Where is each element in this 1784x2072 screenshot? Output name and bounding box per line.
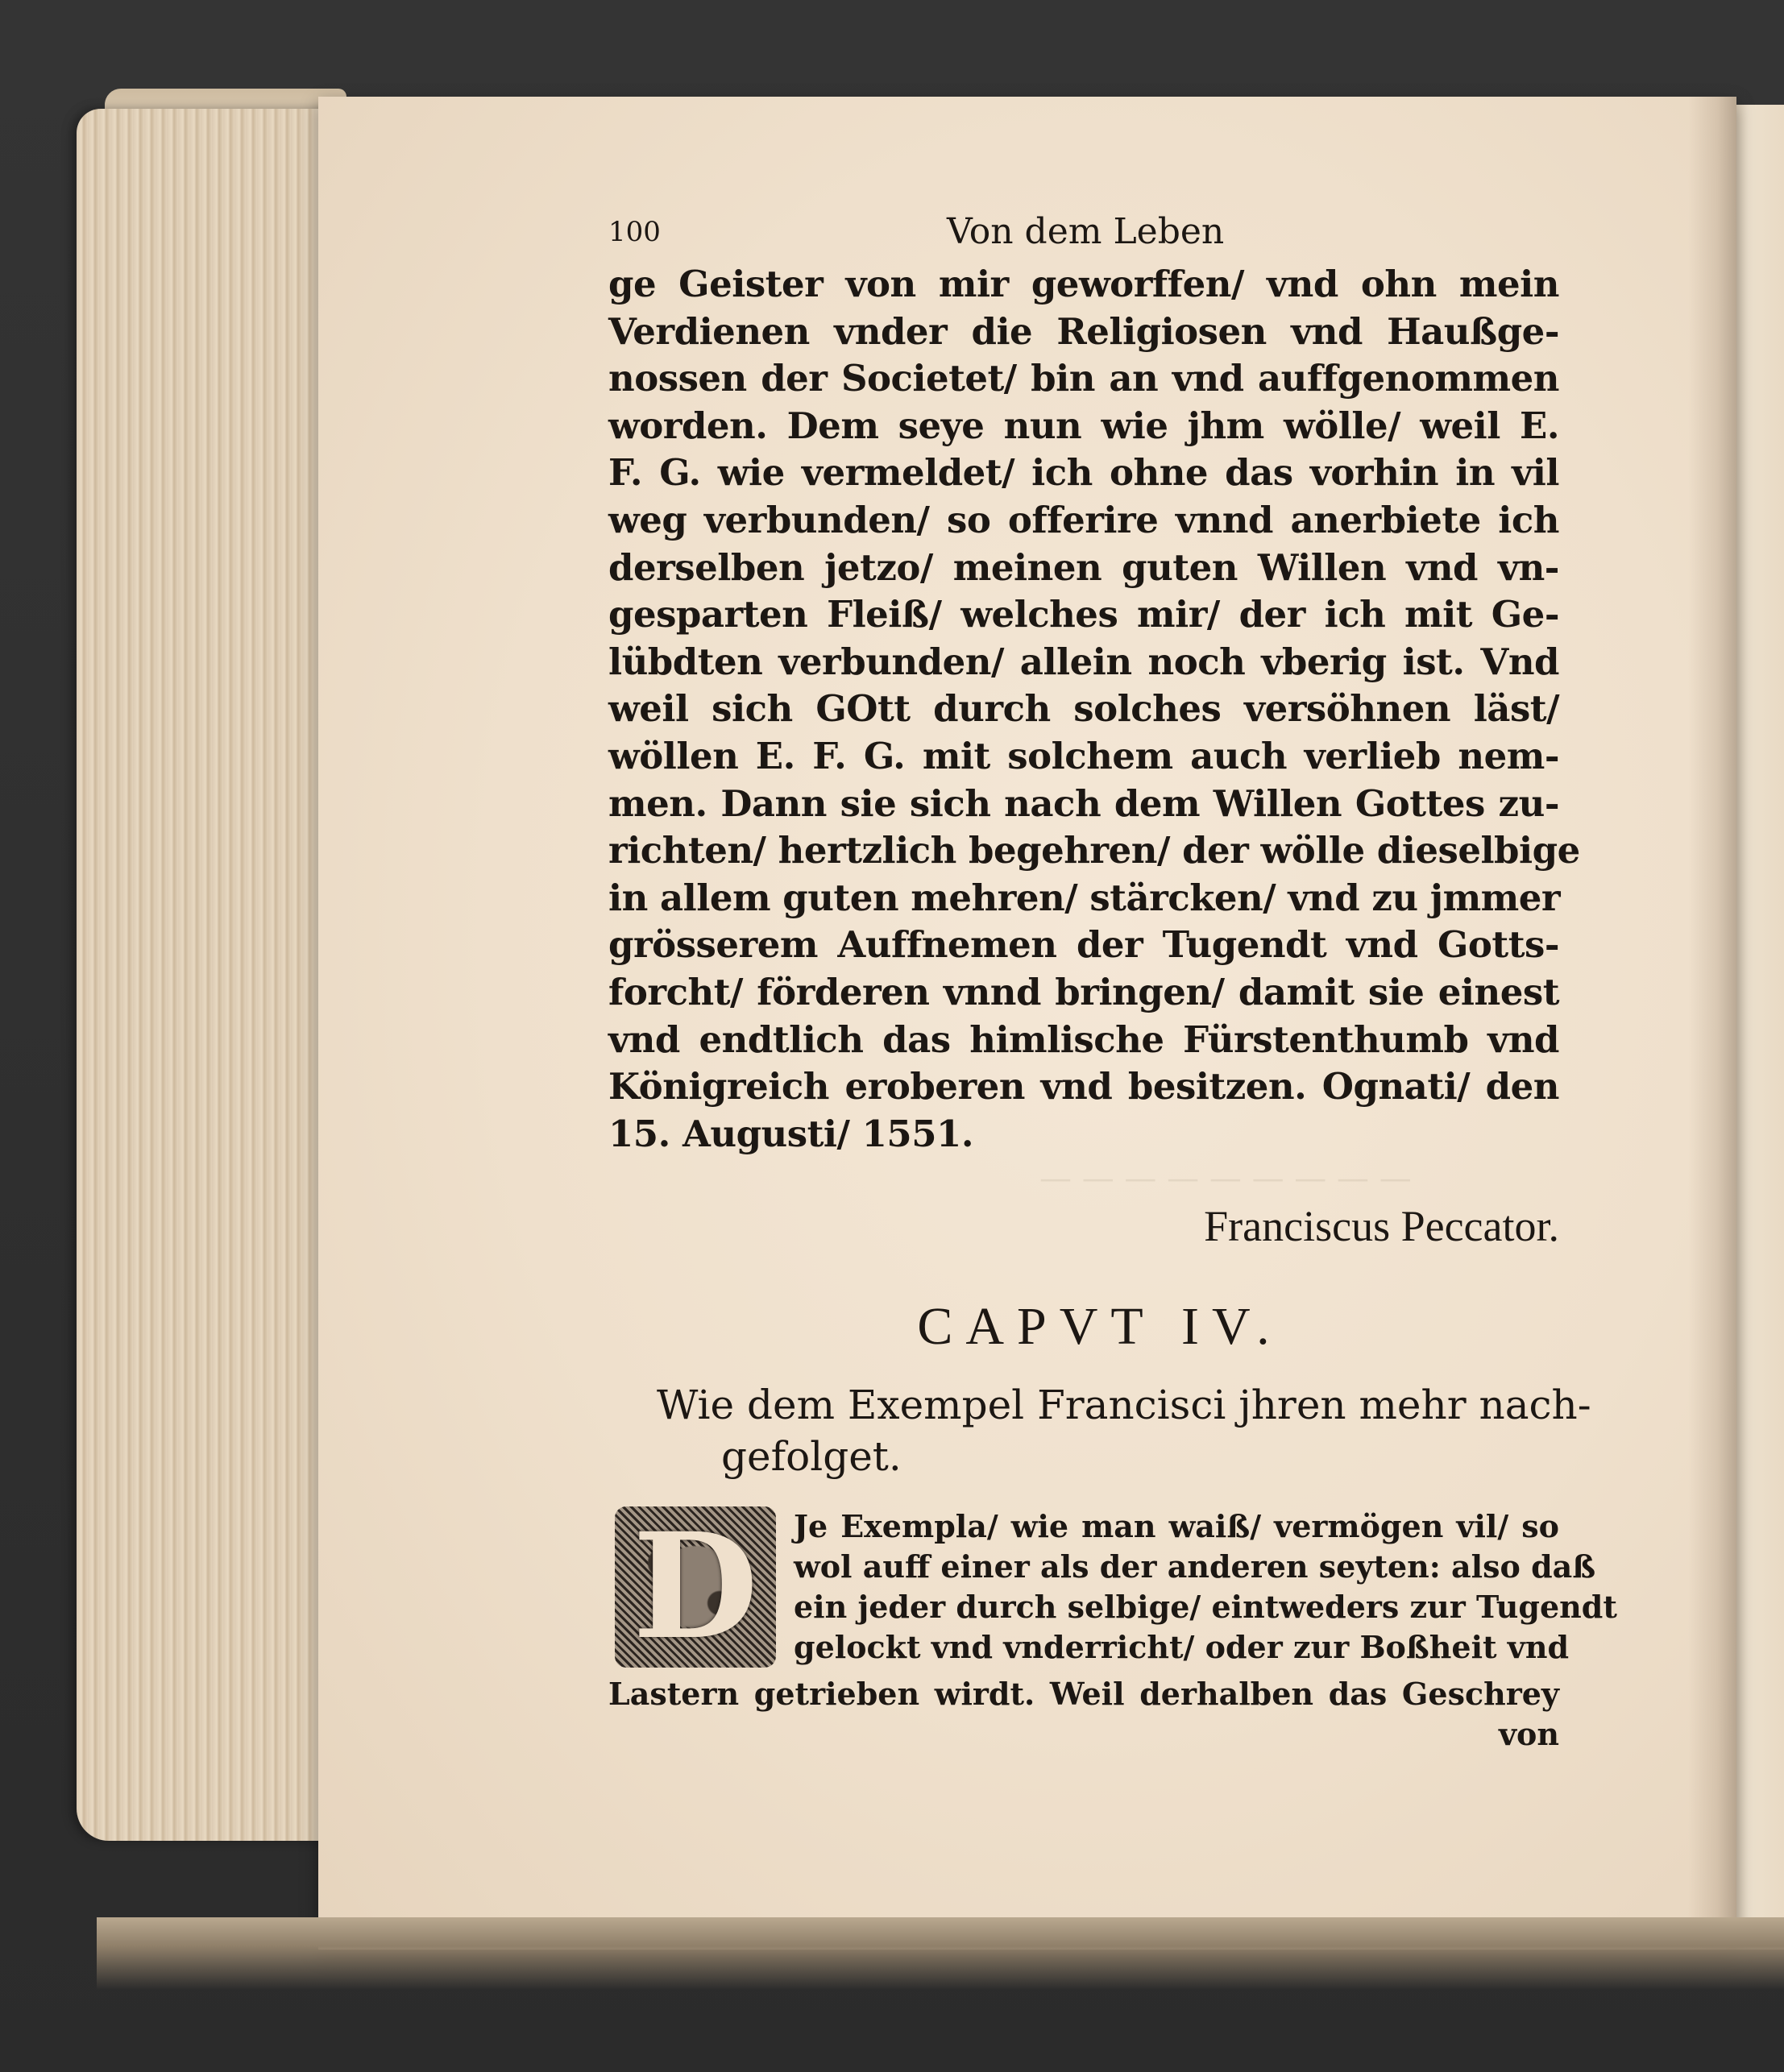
text-line: F. G. wie vermeldet/ ich ohne das vorhin in vil: [608, 451, 1559, 495]
running-head: [608, 208, 1559, 256]
text-line: weg verbunden/ so offerire vnnd anerbiete ich: [608, 498, 1559, 541]
chapter-subtitle-line: Wie dem Exempel Francisci jhren mehr nach-: [657, 1382, 1591, 1429]
text-line: weil sich GOtt durch solches versöhnen läst/: [608, 687, 1559, 731]
text-line: gesparten Fleiß/ welches mir/ der ich mit Ge-: [608, 593, 1559, 636]
text-line: lübdten verbunden/ allein noch vberig ist. Vnd: [608, 640, 1559, 683]
running-title: Von dem Leben: [947, 211, 1225, 252]
text-line: worden. Dem seye nun wie jhm wölle/ weil E.: [608, 404, 1559, 447]
text-line-date: 15. Augusti/ 1551.: [608, 1112, 973, 1155]
book-bottom-edge: [97, 1917, 1784, 1990]
text-line: Lastern getrieben wirdt. Weil derhalben das Geschrey: [608, 1676, 1559, 1713]
letter-body: [608, 261, 1580, 1158]
decorated-initial: [615, 1506, 776, 1668]
text-line: ein jeder durch selbige/ eintweders zur Tugendt: [794, 1589, 1617, 1626]
text-line: Je Exempla/ wie man waiß/ vermögen vil/ so: [794, 1508, 1559, 1545]
text-line: gelockt vnd vnderricht/ oder zur Boßheit vnd: [794, 1629, 1570, 1666]
text-line: forcht/ förderen vnnd bringen/ damit sie einest: [608, 970, 1559, 1013]
text-line: men. Dann sie sich nach dem Willen Gottes zu-: [608, 781, 1559, 825]
text-line: wol auff einer als der anderen seyten: also daß: [794, 1548, 1596, 1585]
page-block-edges: [77, 109, 342, 1841]
text-line: ge Geister von mir geworffen/ vnd ohn mein: [608, 263, 1559, 305]
text-line: vnd endtlich das himlische Fürstenthumb vnd: [608, 1017, 1559, 1061]
page-gutter-shadow: [1688, 97, 1736, 1950]
chapter-opening: [608, 1506, 1617, 1753]
catchword: von: [1498, 1716, 1559, 1753]
page-number: 100: [608, 216, 661, 248]
text-line: Königreich eroberen vnd besitzen. Ognati/ den: [608, 1065, 1559, 1109]
page-text: [608, 208, 1617, 1753]
initial-lines: [794, 1506, 1617, 1668]
text-line: richten/ hertzlich begehren/ der wölle dieselbige: [608, 829, 1580, 872]
chapter-heading: CAPVT IV.: [917, 1297, 1283, 1357]
text-line: wöllen E. F. G. mit solchem auch verlieb nem-: [608, 734, 1559, 777]
text-line: Verdienen vnder die Religiosen vnd Haußge-: [608, 309, 1559, 353]
text-line: grösserem Auffnemen der Tugendt vnd Gotts-: [608, 923, 1559, 967]
drop-cap-letter: D: [632, 1506, 759, 1668]
chapter-subtitle: [608, 1379, 1591, 1482]
signature: Franciscus Peccator.: [1204, 1202, 1559, 1251]
text-line: nossen der Societet/ bin an vnd auffgenommen: [608, 357, 1559, 400]
text-line: in allem guten mehren/ stärcken/ vnd zu jmmer: [608, 876, 1561, 919]
show-through: — — — — — — — — —: [1039, 1160, 1412, 1197]
text-line: derselben jetzo/ meinen guten Willen vnd vn-: [608, 545, 1559, 589]
chapter-subtitle-line: gefolget.: [721, 1433, 902, 1481]
